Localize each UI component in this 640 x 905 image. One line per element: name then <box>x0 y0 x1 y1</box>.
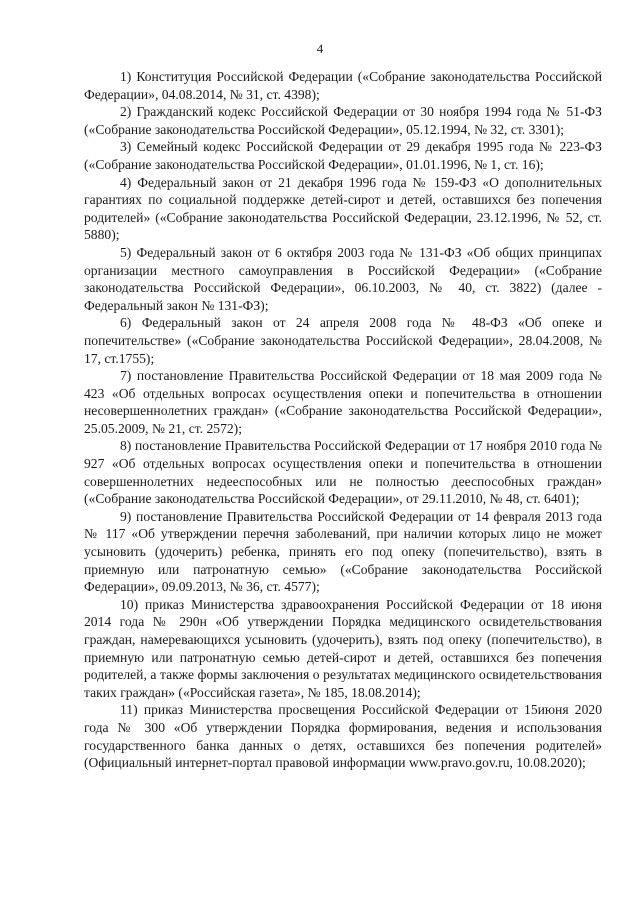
list-item: 9) постановление Правительства Российской Федерации от 14 февраля 2013 года № 117 «Об утверждении перечня заболеваний, при наличии которых лицо не может усыновить (удочерить) ребенка, принять его под опеку (попечительство), взять в приемную или патронатную семью» («Собрание законодательства Российской Федерации», 09.09.2013, № 36, ст. 4577); <box>84 508 602 595</box>
list-item: 3) Семейный кодекс Российской Федерации от 29 декабря 1995 года № 223-ФЗ («Собрание законодательства Российской Федерации», 01.01.1996, № 1, ст. 16); <box>84 139 602 172</box>
list-item: 8) постановление Правительства Российской Федерации от 17 ноября 2010 года № 927 «Об отдельных вопросах осуществления опеки и попечительства в отношении совершеннолетних недееспособных или не полностью дееспособных граждан» («Собрание законодательства Российской Федерации», от 29.11.2010, № 48, ст. 6401); <box>84 438 602 507</box>
list-item: 4) Федеральный закон от 21 декабря 1996 года № 159-ФЗ «О дополнительных гарантиях по социальной поддержке детей-сирот и детей, оставшихся без попечения родителей» («Собрание законодательства Российской Федерации, 23.12.1996, № 52, ст. 5880); <box>84 174 602 243</box>
list-item: 5) Федеральный закон от 6 октября 2003 года № 131-ФЗ «Об общих принципах организации местного самоуправления в Российской Федерации» («Собрание законодательства Российской Федерации», 06.10.2003, № 40, ст. 3822) (далее - Федеральный закон № 131-ФЗ); <box>84 244 602 313</box>
list-item: 2) Гражданский кодекс Российской Федерации от 30 ноября 1994 года № 51-ФЗ («Собрание законодательства Российской Федерации», 05.12.1994, № 32, ст. 3301); <box>84 104 602 137</box>
list-item: 10) приказ Министерства здравоохранения Российской Федерации от 18 июня 2014 года № 290н «Об утверждении Порядка медицинского освидетельствования граждан, намеревающихся усыновить (удочерить), взять под опеку (попечительство), в приемную или патронатную семью детей-сирот и детей, оставшихся без попечения родителей, а также формы заключения о результатах медицинского освидетельствования таких граждан» («Российская газета», № 185, 18.08.2014); <box>84 596 602 700</box>
list-item: 6) Федеральный закон от 24 апреля 2008 года № 48-ФЗ «Об опеке и попечительстве» («Собрание законодательства Российской Федерации», 28.04.2008, № 17, ст.1755); <box>84 315 602 366</box>
document-body <box>84 68 602 772</box>
list-item: 7) постановление Правительства Российской Федерации от 18 мая 2009 года № 423 «Об отдельных вопросах осуществления опеки и попечительства в отношении несовершеннолетних граждан» («Собрание законодательства Российской Федерации», 25.05.2009, № 21, ст. 2572); <box>84 368 602 436</box>
page-number: 4 <box>316 41 324 56</box>
list-item: 1) Конституция Российской Федерации («Собрание законодательства Российской Федерации», 04.08.2014, № 31, ст. 4398); <box>84 69 602 102</box>
list-item: 11) приказ Министерства просвещения Российской Федерации от 15июня 2020 года № 300 «Об утверждении Порядка формирования, ведения и использования государственного банка данных о детях, оставшихся без попечения родителей» (Официальный интернет-портал правовой информации www.pravo.gov.ru, 10.08.2020); <box>84 702 602 771</box>
